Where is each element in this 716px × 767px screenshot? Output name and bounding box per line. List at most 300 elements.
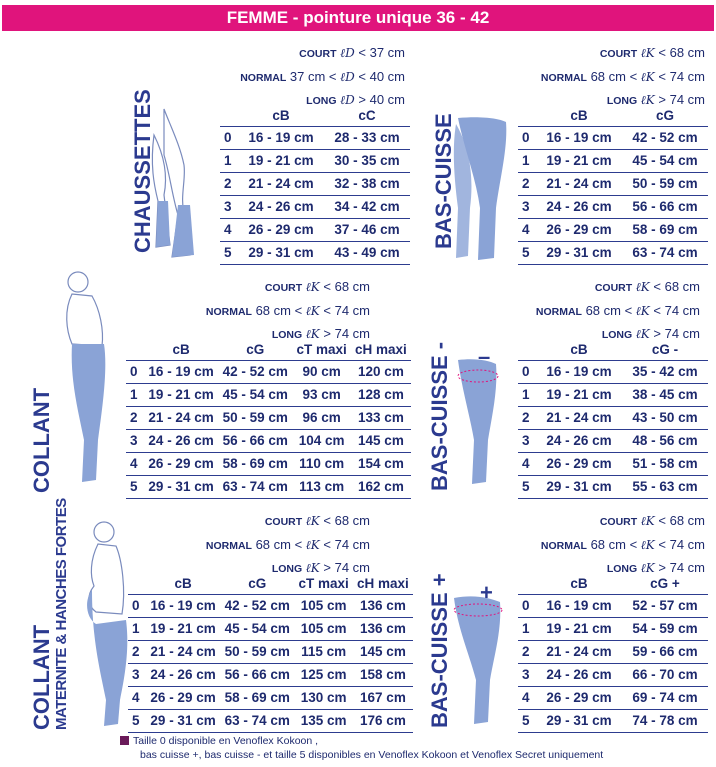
minus-icon: – [478,344,491,369]
table-cell: 42 - 52 cm [218,360,292,383]
size-number: 5 [128,709,146,732]
column-header: cG [248,576,267,592]
size-number: 5 [518,241,536,264]
column-header [518,340,536,360]
table-cell: 26 - 29 cm [536,686,622,709]
table-collant [126,340,411,499]
size-number: 0 [518,126,536,149]
table-cell: 16 - 19 cm [146,594,220,617]
size-number: 2 [518,640,536,663]
size-number: 3 [518,195,536,218]
table-cell: 48 - 56 cm [622,429,708,452]
size-line [510,534,705,558]
column-header: cT maxi [298,576,349,592]
table-cell: 176 cm [353,709,413,732]
leg-figure-thigh-plus [448,590,508,730]
column-header: cB [570,108,588,124]
column-header [128,574,146,594]
table-cell: 58 - 69 cm [218,452,292,475]
table-row [518,172,708,195]
table-bascuisse-plus [518,574,708,733]
table-cell: 21 - 24 cm [144,406,218,429]
table-cell: 56 - 66 cm [622,195,708,218]
size-text: COURT [264,282,303,294]
table-row [518,640,708,663]
table-cell: 35 - 42 cm [622,360,708,383]
size-text: > 74 cm [323,326,370,341]
size-text: LONG [606,95,638,107]
column-header: cG [655,108,674,124]
table-cell: 93 cm [292,383,351,406]
leg-figure-socks [150,105,210,265]
size-text: ℓK [640,514,655,528]
table-row [220,195,410,218]
size-number: 3 [518,663,536,686]
table-row [220,126,410,149]
column-header: cB [570,342,588,358]
table-cell: 16 - 19 cm [536,126,622,149]
table-row [518,406,708,429]
table-cell: 19 - 21 cm [144,383,218,406]
table-row [128,686,413,709]
footnote-line-1: Taille 0 disponible en Venoflex Kokoon , [133,735,319,747]
table-row [518,686,708,709]
size-text: ℓK [305,514,320,528]
footnote-line-2: bas cuisse +, bas cuisse - et taille 5 disponibles en Venoflex Kokoon et Venoflex Secret uniquement [140,749,604,761]
size-number: 2 [518,172,536,195]
table-row [518,594,708,617]
table-row [220,218,410,241]
plus-icon: + [480,580,493,605]
table-cell: 43 - 50 cm [622,406,708,429]
size-text: < 74 cm [323,536,370,552]
table-row [126,406,411,429]
size-line [215,42,405,66]
table-cell: 30 - 35 cm [324,149,410,172]
size-text: COURT [299,48,337,60]
table-cell: 45 - 54 cm [622,149,708,172]
size-text: ℓK [635,327,650,341]
size-number: 2 [518,406,536,429]
size-text: ℓK [305,327,320,341]
size-text: < 40 cm [358,68,405,84]
table-cell: 19 - 21 cm [146,617,220,640]
table-row [518,360,708,383]
size-text: NORMAL [535,305,582,318]
size-text: > 74 cm [323,560,370,575]
column-header: cG - [651,342,679,358]
table-cell: 59 - 66 cm [622,640,708,663]
table-cell: 43 - 49 cm [324,241,410,264]
size-line [510,42,705,66]
table-row [518,149,708,172]
column-header: cB [570,576,588,592]
size-text: LONG [306,95,337,107]
sizes-bascuisse-minus [505,276,700,347]
leg-figure-thigh [450,108,520,268]
leg-figure-thigh-minus [448,350,508,490]
title-chaussettes: CHAUSSETTES [130,89,155,253]
table-cell: 125 cm [294,663,353,686]
table-row [518,195,708,218]
size-number: 3 [220,195,238,218]
size-text: < 37 cm [358,45,405,60]
size-number: 1 [128,617,146,640]
table-cell: 58 - 69 cm [220,686,294,709]
title-collant-maternite-main: COLLANT [29,624,54,730]
table-cell: 21 - 24 cm [536,172,622,195]
size-line [215,66,405,90]
table-cell: 158 cm [353,663,413,686]
table-cell: 167 cm [353,686,413,709]
size-number: 4 [126,452,144,475]
table-cell: 19 - 21 cm [238,149,324,172]
size-text: > 74 cm [658,92,705,107]
size-text: ℓD [340,46,355,60]
table-row [128,594,413,617]
sizes-collant [170,276,370,347]
table-cell: 19 - 21 cm [536,617,622,640]
table-cell: 29 - 31 cm [536,709,622,732]
column-header: cH maxi [357,576,409,592]
table-row [128,663,413,686]
table-cell: 66 - 70 cm [622,663,708,686]
size-number: 4 [518,686,536,709]
size-text: NORMAL [540,71,587,84]
column-header [220,106,238,126]
table-cell: 16 - 19 cm [536,360,622,383]
size-text: ℓK [305,537,320,552]
table-cell: 58 - 69 cm [622,218,708,241]
table-cell: 113 cm [292,475,351,498]
table-row [518,383,708,406]
table-row [126,429,411,452]
table-cell: 130 cm [294,686,353,709]
size-number: 3 [518,429,536,452]
size-text: > 74 cm [658,560,705,575]
size-text: LONG [606,563,638,575]
column-header: cT maxi [296,342,347,358]
table-cell: 26 - 29 cm [144,452,218,475]
size-text: < 68 cm [323,279,370,294]
size-text: ℓD [340,93,355,107]
size-text: ℓK [640,69,655,84]
size-text: LONG [271,329,303,341]
size-number: 1 [518,617,536,640]
table-cell: 50 - 59 cm [220,640,294,663]
title-bascuisse-plus: BAS-CUISSE + [427,573,452,728]
column-header: cG + [650,576,680,592]
table-cell: 154 cm [351,452,411,475]
table-bascuisse [518,106,708,265]
size-text: NORMAL [205,305,252,318]
size-line [505,300,700,324]
header-banner: FEMME - pointure unique 36 - 42 [2,5,714,31]
size-number: 5 [518,475,536,498]
size-number: 4 [128,686,146,709]
column-header: cB [172,342,190,358]
size-text: NORMAL [205,539,252,552]
table-header [128,574,413,594]
column-header: cH maxi [355,342,407,358]
table-cell: 26 - 29 cm [536,452,622,475]
size-text: < 74 cm [658,68,705,84]
table-cell: 29 - 31 cm [238,241,324,264]
table-cell: 145 cm [353,640,413,663]
size-line [170,300,370,324]
table-row [518,126,708,149]
table-row [518,475,708,498]
table-cell: 104 cm [292,429,351,452]
size-text: < 74 cm [658,536,705,552]
size-number: 1 [220,149,238,172]
table-cell: 56 - 66 cm [220,663,294,686]
table-chaussettes [220,106,410,265]
table-collant-maternite [128,574,413,733]
table-cell: 90 cm [292,360,351,383]
sizes-bascuisse [510,42,705,113]
table-cell: 32 - 38 cm [324,172,410,195]
table-bascuisse-minus [518,340,708,499]
size-text: 68 cm < [590,68,638,84]
table-cell: 56 - 66 cm [218,429,292,452]
table-cell: 26 - 29 cm [536,218,622,241]
size-text: 68 cm < [255,536,303,552]
size-line [510,66,705,90]
size-text: ℓK [640,561,655,575]
table-row [518,617,708,640]
column-header: cC [358,108,376,124]
table-row [518,241,708,264]
size-number: 5 [518,709,536,732]
size-number: 3 [126,429,144,452]
size-text: ℓK [305,303,320,318]
table-cell: 21 - 24 cm [536,406,622,429]
size-number: 0 [518,594,536,617]
table-cell: 136 cm [353,594,413,617]
table-cell: 24 - 26 cm [146,663,220,686]
size-text: 68 cm < [590,536,638,552]
table-cell: 16 - 19 cm [144,360,218,383]
table-cell: 54 - 59 cm [622,617,708,640]
title-collant-maternite [29,498,72,730]
table-row [220,172,410,195]
table-cell: 50 - 59 cm [622,172,708,195]
table-cell: 50 - 59 cm [218,406,292,429]
table-cell: 19 - 21 cm [536,383,622,406]
size-number: 4 [518,452,536,475]
size-line [170,534,370,558]
size-number: 0 [518,360,536,383]
table-cell: 34 - 42 cm [324,195,410,218]
table-cell: 110 cm [292,452,351,475]
size-line [505,276,700,300]
footnote [120,734,603,762]
size-text: 37 cm < [289,68,337,84]
size-text: LONG [271,563,303,575]
size-number: 0 [126,360,144,383]
size-number: 0 [220,126,238,149]
table-row [518,663,708,686]
size-text: < 68 cm [658,45,705,60]
size-number: 1 [518,149,536,172]
table-cell: 26 - 29 cm [238,218,324,241]
table-cell: 24 - 26 cm [536,195,622,218]
size-number: 1 [126,383,144,406]
column-header: cG [246,342,265,358]
size-number: 5 [220,241,238,264]
table-header [518,106,708,126]
size-text: ℓK [305,280,320,294]
table-cell: 42 - 52 cm [220,594,294,617]
table-cell: 45 - 54 cm [218,383,292,406]
table-cell: 37 - 46 cm [324,218,410,241]
size-line [170,510,370,534]
table-cell: 21 - 24 cm [238,172,324,195]
table-cell: 63 - 74 cm [218,475,292,498]
size-text: < 68 cm [323,513,370,528]
table-cell: 69 - 74 cm [622,686,708,709]
table-row [518,452,708,475]
table-header [126,340,411,360]
size-number: 3 [128,663,146,686]
column-header: cB [272,108,290,124]
sizes-bascuisse-plus [510,510,705,581]
size-text: NORMAL [240,71,287,84]
table-row [220,149,410,172]
table-cell: 21 - 24 cm [146,640,220,663]
table-cell: 21 - 24 cm [536,640,622,663]
table-row [128,640,413,663]
size-number: 4 [518,218,536,241]
size-text: ℓK [635,280,650,294]
table-cell: 19 - 21 cm [536,149,622,172]
table-cell: 42 - 52 cm [622,126,708,149]
subtitle-maternite: MATERNITE & HANCHES FORTES [53,498,70,730]
sizes-collant-maternite [170,510,370,581]
table-row [126,475,411,498]
table-cell: 24 - 26 cm [144,429,218,452]
size-text: < 74 cm [653,302,700,318]
size-number: 1 [518,383,536,406]
title-bascuisse-minus: BAS-CUISSE - [427,341,452,491]
table-cell: 145 cm [351,429,411,452]
table-cell: 26 - 29 cm [146,686,220,709]
table-row [126,360,411,383]
size-number: 4 [220,218,238,241]
size-text: ℓK [635,303,650,318]
column-header [518,106,536,126]
size-text: > 40 cm [358,92,405,107]
table-row [220,241,410,264]
size-text: COURT [264,516,303,528]
table-cell: 55 - 63 cm [622,475,708,498]
title-collant: COLLANT [29,387,54,493]
size-number: 5 [126,475,144,498]
table-cell: 16 - 19 cm [536,594,622,617]
size-text: LONG [601,329,633,341]
table-row [518,709,708,732]
table-cell: 135 cm [294,709,353,732]
table-cell: 38 - 45 cm [622,383,708,406]
column-header: cB [174,576,192,592]
size-text: NORMAL [540,539,587,552]
table-cell: 29 - 31 cm [536,241,622,264]
table-cell: 96 cm [292,406,351,429]
table-cell: 16 - 19 cm [238,126,324,149]
size-text: COURT [599,48,638,60]
size-text: ℓK [640,93,655,107]
legend-square-icon [120,736,129,745]
size-number: 2 [220,172,238,195]
table-cell: 128 cm [351,383,411,406]
table-cell: 63 - 74 cm [622,241,708,264]
size-line [170,276,370,300]
table-row [126,452,411,475]
size-text: COURT [594,282,633,294]
table-cell: 45 - 54 cm [220,617,294,640]
size-text: ℓK [640,46,655,60]
table-cell: 162 cm [351,475,411,498]
table-cell: 74 - 78 cm [622,709,708,732]
column-header [126,340,144,360]
table-cell: 24 - 26 cm [536,429,622,452]
table-cell: 28 - 33 cm [324,126,410,149]
table-cell: 105 cm [294,594,353,617]
table-cell: 51 - 58 cm [622,452,708,475]
size-number: 2 [126,406,144,429]
size-text: ℓK [305,561,320,575]
table-header [518,574,708,594]
table-cell: 29 - 31 cm [144,475,218,498]
table-cell: 29 - 31 cm [536,475,622,498]
body-figure-tights [62,270,122,490]
table-cell: 133 cm [351,406,411,429]
size-text: ℓK [640,537,655,552]
table-cell: 105 cm [294,617,353,640]
table-cell: 63 - 74 cm [220,709,294,732]
table-cell: 136 cm [353,617,413,640]
table-cell: 24 - 26 cm [238,195,324,218]
table-row [128,709,413,732]
table-cell: 115 cm [294,640,353,663]
size-number: 2 [128,640,146,663]
column-header [518,574,536,594]
sizes-chaussettes [215,42,405,113]
table-row [126,383,411,406]
size-text: < 68 cm [658,513,705,528]
table-row [128,617,413,640]
table-row [518,218,708,241]
table-cell: 52 - 57 cm [622,594,708,617]
size-number: 0 [128,594,146,617]
table-row [518,429,708,452]
size-text: 68 cm < [585,302,633,318]
table-header [518,340,708,360]
size-text: < 68 cm [653,279,700,294]
size-line [510,510,705,534]
size-text: > 74 cm [653,326,700,341]
table-header [220,106,410,126]
size-text: < 74 cm [323,302,370,318]
title-bascuisse: BAS-CUISSE [431,113,456,249]
table-cell: 24 - 26 cm [536,663,622,686]
table-cell: 120 cm [351,360,411,383]
size-text: COURT [599,516,638,528]
table-cell: 29 - 31 cm [146,709,220,732]
size-text: 68 cm < [255,302,303,318]
size-text: ℓD [340,69,355,84]
